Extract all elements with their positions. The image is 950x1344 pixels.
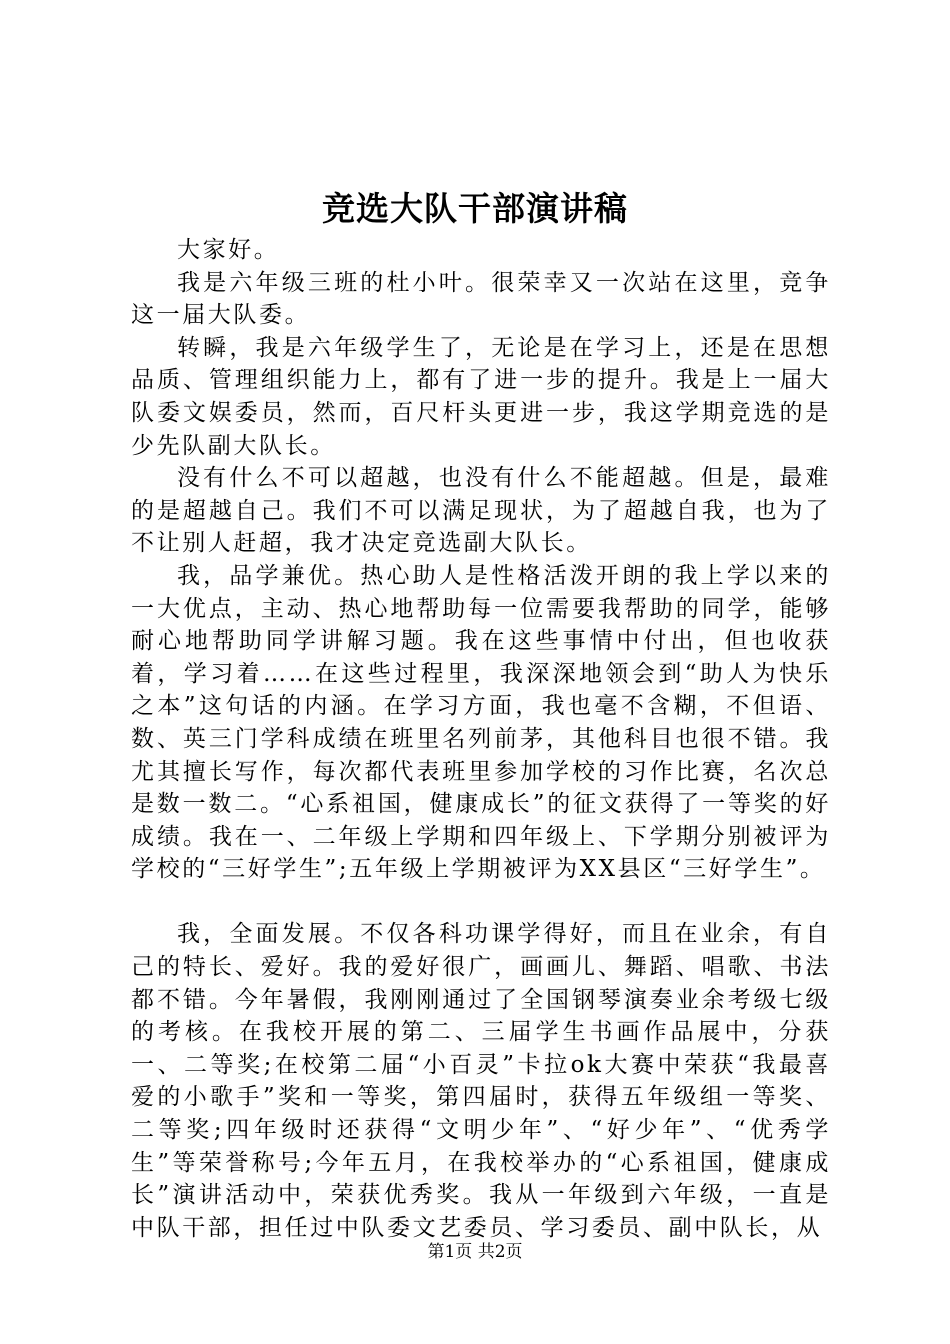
paragraph-character: 我，品学兼优。热心助人是性格活泼开朗的我上学以来的一大优点，主动、热心地帮助每一位需要我帮助的同学，能够耐心地帮助同学讲解习题。我在这些事情中付出，但也收获着，学习着……在这些过程里，我深深地领会到“助人为快乐之本”这句话的内涵。在学习方面，我也毫不含糊，不但语、数、英三门学科成绩在班里名列前茅，其他科目也很不错。我尤其擅长写作，每次都代表班里参加学校的习作比赛，名次总是数一数二。“心系祖国，健康成长”的征文获得了一等奖的好成绩。我在一、二年级上学期和四年级上、下学期分别被评为学校的“三好学生”;五年级上学期被评为XX县区“三好学生”。 (131, 562, 831, 883)
document-title: 竞选大队干部演讲稿 (322, 189, 628, 228)
paragraph-surpass: 没有什么不可以超越，也没有什么不能超越。但是，最难的是超越自己。我们不可以满足现状，为了超越自我，也为了不让别人赶超，我才决定竞选副大队长。 (131, 465, 831, 557)
page-number-footer: 第1页 共2页 (427, 1242, 523, 1262)
paragraph-development: 我，全面发展。不仅各科功课学得好，而且在业余，有自己的特长、爱好。我的爱好很广，画画儿、舞蹈、唱歌、书法都不错。今年暑假，我刚刚通过了全国钢琴演奏业余考级七级的考核。在我校开展的第二、三届学生书画作品展中，分获一、二等奖;在校第二届“小百灵”卡拉ok大赛中荣获“我最喜爱的小歌手”奖和一等奖，第四届时，获得五年级组一等奖、二等奖;四年级时还获得“文明少年”、“好少年”、“优秀学生”等荣誉称号;今年五月，在我校举办的“心系祖国，健康成长”演讲活动中，荣获优秀奖。我从一年级到六年级，一直是中队干部，担任过中队委文艺委员、学习委员、副中队长，从 (131, 921, 831, 1241)
paragraph-greeting: 大家好。 (177, 237, 280, 263)
paragraph-intro: 我是六年级三班的杜小叶。很荣幸又一次站在这里，竞争这一届大队委。 (131, 269, 831, 329)
paragraph-progress: 转瞬，我是六年级学生了，无论是在学习上，还是在思想品质、管理组织能力上，都有了进一步的提升。我是上一届大队委文娱委员，然而，百尺杆头更进一步，我这学期竞选的是少先队副大队长。 (131, 334, 831, 459)
document-body (131, 234, 831, 1244)
